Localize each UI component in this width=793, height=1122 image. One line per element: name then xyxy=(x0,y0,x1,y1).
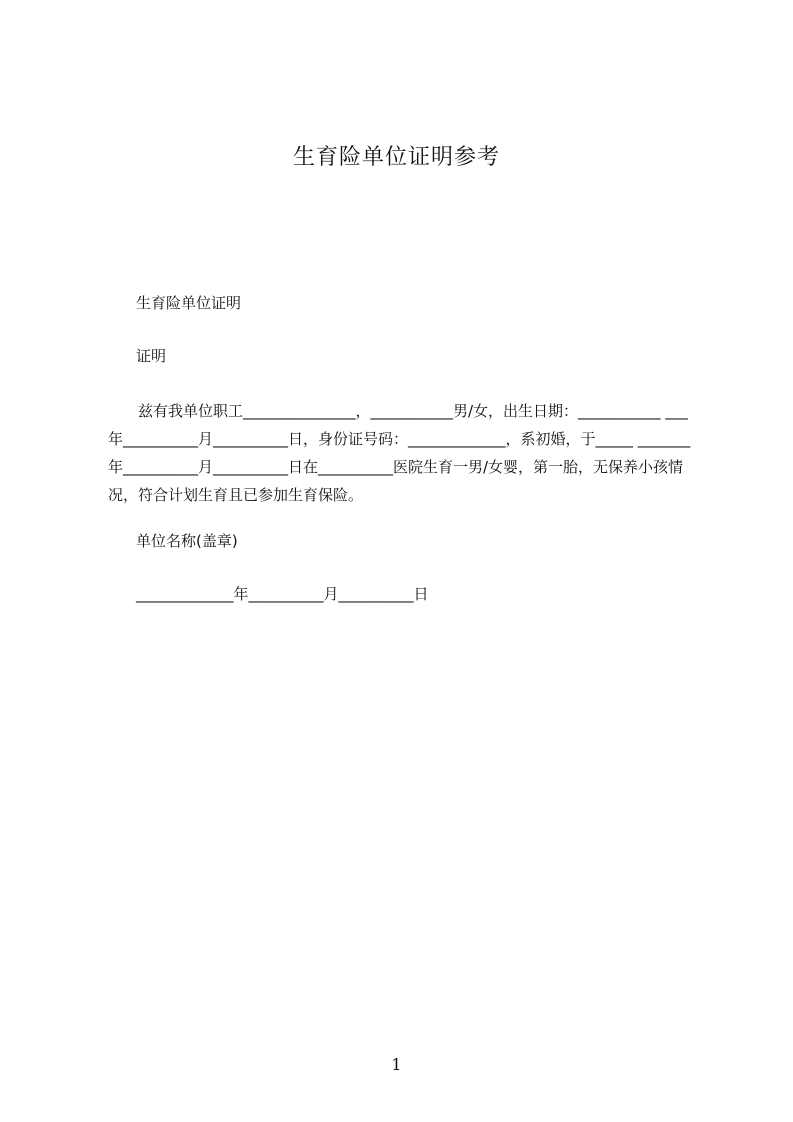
certificate-body-text: 兹有我单位职工_______________，___________男/女，出生日期：___________ ___年__________月__________日，身份证号码：_____________，系初婚，于_____ _______年__________月__________日在__________医院生育一男/女婴，第一胎，无保养小孩情况，符合计划生育且已参加生育保险。 xyxy=(108,402,691,504)
document-subheading: 证明 xyxy=(136,347,167,365)
unit-name-label: 单位名称(盖章) xyxy=(136,532,238,550)
certificate-body xyxy=(108,397,702,509)
document-title: 生育险单位证明参考 xyxy=(292,145,500,170)
page-number: 1 xyxy=(391,1055,402,1074)
date-line: _____________年__________月__________日 xyxy=(136,585,429,603)
document-heading: 生育险单位证明 xyxy=(136,294,242,312)
